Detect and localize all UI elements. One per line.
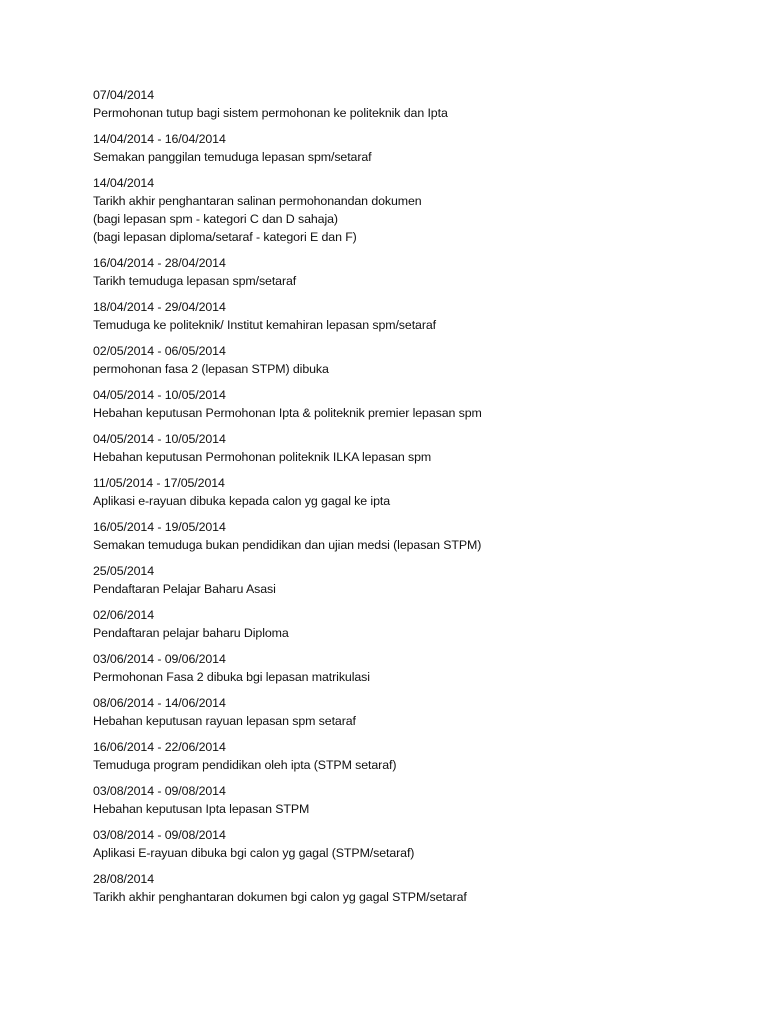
entry-description: permohonan fasa 2 (lepasan STPM) dibuka	[93, 362, 329, 376]
schedule-entry	[93, 562, 733, 598]
schedule-entry	[93, 782, 733, 818]
schedule-entry	[93, 474, 733, 510]
schedule-entry	[93, 650, 733, 686]
entry-date: 14/04/2014 - 16/04/2014	[93, 132, 226, 146]
entry-date: 03/06/2014 - 09/06/2014	[93, 652, 226, 666]
entry-description: Hebahan keputusan Permohonan Ipta & politeknik premier lepasan spm	[93, 406, 482, 420]
schedule-entry	[93, 518, 733, 554]
schedule-entry	[93, 430, 733, 466]
entry-date: 04/05/2014 - 10/05/2014	[93, 432, 226, 446]
entry-description: Temuduga program pendidikan oleh ipta (STPM setaraf)	[93, 758, 397, 772]
schedule-entry	[93, 606, 733, 642]
schedule-entry	[93, 298, 733, 334]
entry-date: 03/08/2014 - 09/08/2014	[93, 784, 226, 798]
schedule-entry	[93, 86, 733, 122]
entry-description: Pendaftaran pelajar baharu Diploma	[93, 626, 289, 640]
entry-description: Pendaftaran Pelajar Baharu Asasi	[93, 582, 276, 596]
entry-date: 28/08/2014	[93, 872, 155, 886]
schedule-entry	[93, 870, 733, 906]
entry-date: 02/06/2014	[93, 608, 155, 622]
entry-description: (bagi lepasan spm - kategori C dan D sahaja)	[93, 212, 338, 226]
schedule-entry	[93, 254, 733, 290]
schedule-entry	[93, 130, 733, 166]
entry-date: 16/04/2014 - 28/04/2014	[93, 256, 226, 270]
entry-description: Hebahan keputusan Permohonan politeknik ILKA lepasan spm	[93, 450, 432, 464]
entry-date: 02/05/2014 - 06/05/2014	[93, 344, 226, 358]
entry-description: Semakan panggilan temuduga lepasan spm/setaraf	[93, 150, 372, 164]
entry-description: Aplikasi e-rayuan dibuka kepada calon yg gagal ke ipta	[93, 494, 390, 508]
entry-description: Hebahan keputusan Ipta lepasan STPM	[93, 802, 310, 816]
schedule-entry	[93, 386, 733, 422]
document-body	[93, 86, 733, 914]
entry-description: Tarikh akhir penghantaran salinan permohonandan dokumen	[93, 194, 422, 208]
entry-date: 03/08/2014 - 09/08/2014	[93, 828, 226, 842]
entry-description: Temuduga ke politeknik/ Institut kemahiran lepasan spm/setaraf	[93, 318, 436, 332]
entry-date: 11/05/2014 - 17/05/2014	[93, 476, 225, 490]
entry-description: Aplikasi E-rayuan dibuka bgi calon yg gagal (STPM/setaraf)	[93, 846, 415, 860]
entry-date: 25/05/2014	[93, 564, 155, 578]
entry-date: 14/04/2014	[93, 176, 155, 190]
entry-date: 16/06/2014 - 22/06/2014	[93, 740, 226, 754]
entry-description: Tarikh akhir penghantaran dokumen bgi calon yg gagal STPM/setaraf	[93, 890, 467, 904]
entry-description: (bagi lepasan diploma/setaraf - kategori E dan F)	[93, 230, 357, 244]
entry-description: Permohonan tutup bagi sistem permohonan ke politeknik dan Ipta	[93, 106, 448, 120]
entry-description: Hebahan keputusan rayuan lepasan spm setaraf	[93, 714, 356, 728]
entry-description: Semakan temuduga bukan pendidikan dan ujian medsi (lepasan STPM)	[93, 538, 482, 552]
schedule-entry	[93, 826, 733, 862]
schedule-entry	[93, 694, 733, 730]
schedule-entry	[93, 738, 733, 774]
schedule-entry	[93, 174, 733, 246]
entry-date: 18/04/2014 - 29/04/2014	[93, 300, 226, 314]
entry-date: 16/05/2014 - 19/05/2014	[93, 520, 226, 534]
entry-description: Tarikh temuduga lepasan spm/setaraf	[93, 274, 297, 288]
entry-date: 07/04/2014	[93, 88, 155, 102]
entry-description: Permohonan Fasa 2 dibuka bgi lepasan matrikulasi	[93, 670, 370, 684]
entry-date: 08/06/2014 - 14/06/2014	[93, 696, 226, 710]
schedule-entry	[93, 342, 733, 378]
entry-date: 04/05/2014 - 10/05/2014	[93, 388, 226, 402]
